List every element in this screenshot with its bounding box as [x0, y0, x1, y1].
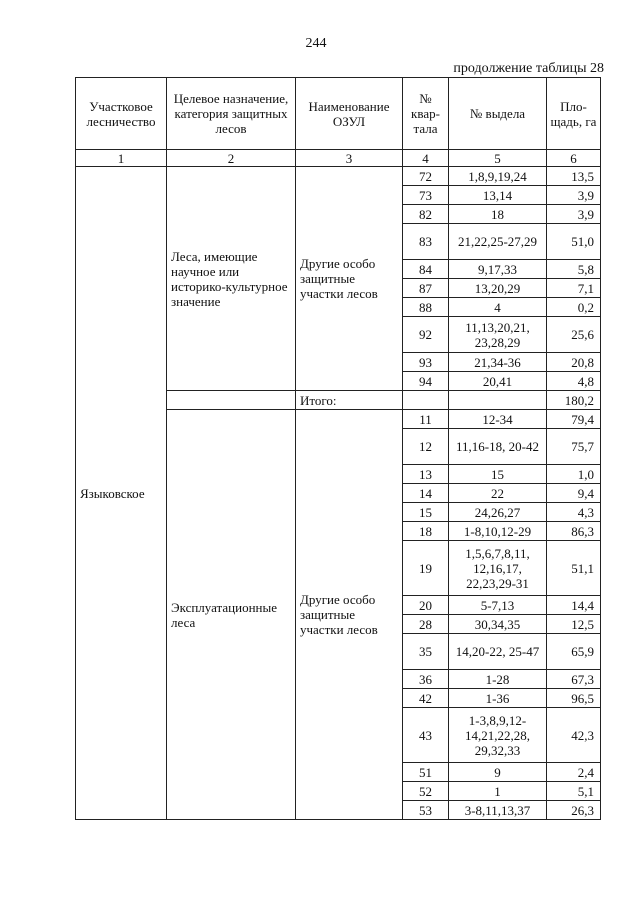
area-cell: 5,1 [547, 782, 601, 801]
kvartal-cell: 72 [403, 167, 449, 186]
kvartal-cell: 35 [403, 634, 449, 670]
vydel-cell: 14,20-22, 25-47 [449, 634, 547, 670]
vydel-cell: 22 [449, 484, 547, 503]
area-cell: 42,3 [547, 708, 601, 763]
area-cell: 5,8 [547, 260, 601, 279]
column-number-row [76, 150, 601, 167]
kvartal-cell: 84 [403, 260, 449, 279]
vydel-cell: 13,14 [449, 186, 547, 205]
kvartal-cell: 43 [403, 708, 449, 763]
area-cell: 86,3 [547, 522, 601, 541]
area-cell: 51,0 [547, 224, 601, 260]
vydel-cell: 4 [449, 298, 547, 317]
vydel-cell: 12-34 [449, 410, 547, 429]
vydel-cell: 1-8,10,12-29 [449, 522, 547, 541]
table-continuation-note: продолжение таблицы 28 [453, 61, 604, 76]
area-cell: 13,5 [547, 167, 601, 186]
area-cell: 65,9 [547, 634, 601, 670]
column-number: 4 [403, 150, 449, 167]
area-cell: 7,1 [547, 279, 601, 298]
kvartal-cell: 73 [403, 186, 449, 205]
vydel-cell: 15 [449, 465, 547, 484]
header-lesnichestvo: Участковое лесничество [76, 78, 167, 150]
area-cell: 4,3 [547, 503, 601, 522]
kvartal-cell: 92 [403, 317, 449, 353]
kvartal-cell: 82 [403, 205, 449, 224]
total-empty-cell [449, 391, 547, 410]
table-row [76, 167, 601, 186]
kvartal-cell: 18 [403, 522, 449, 541]
vydel-cell: 5-7,13 [449, 596, 547, 615]
area-cell: 26,3 [547, 801, 601, 820]
vydel-cell: 24,26,27 [449, 503, 547, 522]
area-cell: 1,0 [547, 465, 601, 484]
vydel-cell: 1,5,6,7,8,11, 12,16,17, 22,23,29-31 [449, 541, 547, 596]
area-cell: 3,9 [547, 186, 601, 205]
header-category: Целевое назначение, категория защитных лесов [167, 78, 296, 150]
area-cell: 79,4 [547, 410, 601, 429]
forest-table [75, 77, 601, 820]
header-kvartal: № квар-тала [403, 78, 449, 150]
category-cell: Леса, имеющие научное или историко-культурное значение [167, 167, 296, 391]
column-number: 1 [76, 150, 167, 167]
kvartal-cell: 20 [403, 596, 449, 615]
page-number: 244 [305, 36, 327, 51]
ozul-cell: Другие особо защитные участки лесов [296, 410, 403, 820]
vydel-cell: 1-36 [449, 689, 547, 708]
vydel-cell: 30,34,35 [449, 615, 547, 634]
kvartal-cell: 12 [403, 429, 449, 465]
area-cell: 51,1 [547, 541, 601, 596]
kvartal-cell: 14 [403, 484, 449, 503]
header-vydel: № выдела [449, 78, 547, 150]
kvartal-cell: 42 [403, 689, 449, 708]
kvartal-cell: 19 [403, 541, 449, 596]
header-area: Пло-щадь, га [547, 78, 601, 150]
area-cell: 75,7 [547, 429, 601, 465]
area-cell: 12,5 [547, 615, 601, 634]
kvartal-cell: 87 [403, 279, 449, 298]
category-cell: Эксплуатационные леса [167, 410, 296, 820]
kvartal-cell: 52 [403, 782, 449, 801]
vydel-cell: 18 [449, 205, 547, 224]
total-empty-cell [167, 391, 296, 410]
vydel-cell: 1-28 [449, 670, 547, 689]
kvartal-cell: 94 [403, 372, 449, 391]
header-ozul: Наименование ОЗУЛ [296, 78, 403, 150]
area-cell: 0,2 [547, 298, 601, 317]
kvartal-cell: 83 [403, 224, 449, 260]
vydel-cell: 21,34-36 [449, 353, 547, 372]
area-cell: 67,3 [547, 670, 601, 689]
vydel-cell: 1-3,8,9,12- 14,21,22,28, 29,32,33 [449, 708, 547, 763]
ozul-cell: Другие особо защитные участки лесов [296, 167, 403, 391]
vydel-cell: 13,20,29 [449, 279, 547, 298]
column-number: 2 [167, 150, 296, 167]
kvartal-cell: 28 [403, 615, 449, 634]
total-label: Итого: [296, 391, 403, 410]
vydel-cell: 9,17,33 [449, 260, 547, 279]
kvartal-cell: 93 [403, 353, 449, 372]
vydel-cell: 20,41 [449, 372, 547, 391]
kvartal-cell: 15 [403, 503, 449, 522]
vydel-cell: 21,22,25-27,29 [449, 224, 547, 260]
vydel-cell: 1 [449, 782, 547, 801]
area-cell: 20,8 [547, 353, 601, 372]
area-cell: 2,4 [547, 763, 601, 782]
total-value: 180,2 [547, 391, 601, 410]
kvartal-cell: 88 [403, 298, 449, 317]
area-cell: 4,8 [547, 372, 601, 391]
vydel-cell: 9 [449, 763, 547, 782]
total-empty-cell [403, 391, 449, 410]
area-cell: 14,4 [547, 596, 601, 615]
area-cell: 96,5 [547, 689, 601, 708]
kvartal-cell: 51 [403, 763, 449, 782]
vydel-cell: 3-8,11,13,37 [449, 801, 547, 820]
area-cell: 25,6 [547, 317, 601, 353]
kvartal-cell: 53 [403, 801, 449, 820]
vydel-cell: 11,13,20,21, 23,28,29 [449, 317, 547, 353]
kvartal-cell: 13 [403, 465, 449, 484]
lesnichestvo-name: Языковское [76, 167, 167, 820]
kvartal-cell: 36 [403, 670, 449, 689]
kvartal-cell: 11 [403, 410, 449, 429]
area-cell: 9,4 [547, 484, 601, 503]
area-cell: 3,9 [547, 205, 601, 224]
vydel-cell: 11,16-18, 20-42 [449, 429, 547, 465]
column-number: 6 [547, 150, 601, 167]
column-number: 3 [296, 150, 403, 167]
column-number: 5 [449, 150, 547, 167]
vydel-cell: 1,8,9,19,24 [449, 167, 547, 186]
